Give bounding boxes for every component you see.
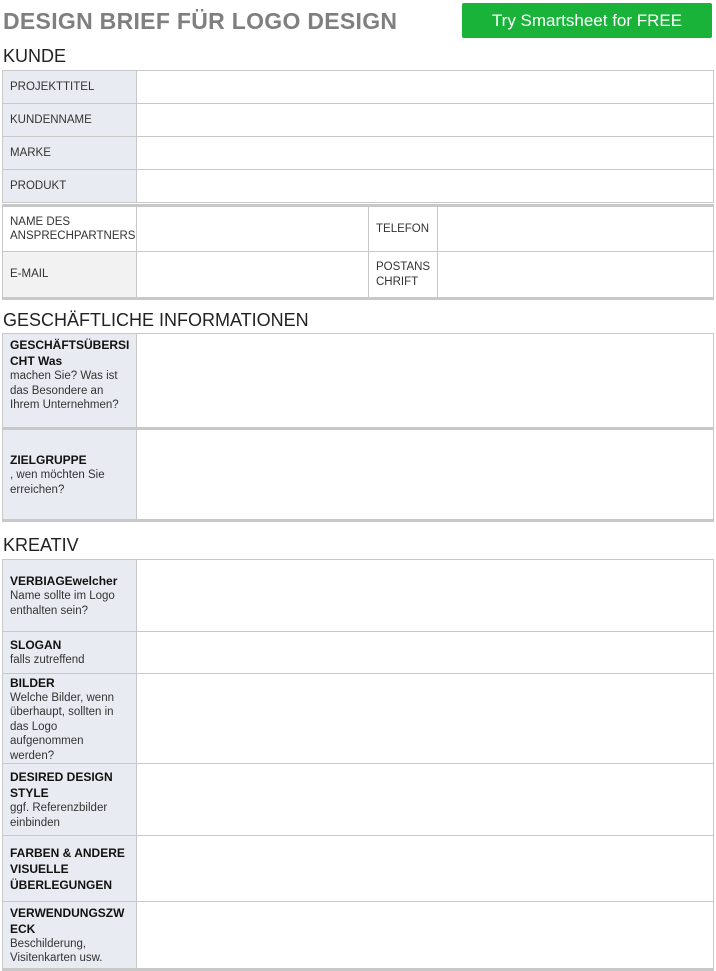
label-title: DESIRED DESIGN STYLE	[10, 770, 113, 800]
phone-input[interactable]	[445, 221, 706, 235]
email-input[interactable]	[144, 267, 361, 281]
label-description: ggf. Referenzbilder einbinden	[10, 802, 108, 829]
creative-table	[2, 559, 714, 971]
label-title: GESCHÄFTSÜBERSI CHT Was	[10, 338, 130, 368]
target-group-field[interactable]	[137, 429, 714, 521]
slogan-label	[3, 632, 137, 674]
images-input[interactable]	[144, 698, 706, 734]
table-row	[3, 170, 714, 203]
client-name-field[interactable]	[137, 104, 714, 137]
business-overview-field[interactable]	[137, 334, 714, 429]
slogan-input[interactable]	[144, 632, 706, 668]
client-name-input[interactable]	[144, 112, 706, 126]
address-input[interactable]	[445, 267, 706, 281]
label-title: VERWENDUNGSZW ECK	[10, 905, 125, 936]
usage-purpose-label	[3, 902, 137, 970]
project-title-field[interactable]	[137, 71, 714, 104]
business-table	[2, 333, 714, 522]
usage-purpose-input[interactable]	[144, 915, 706, 951]
section-heading-kunde: KUNDE	[3, 46, 67, 66]
brand-input[interactable]	[144, 145, 706, 159]
colors-label	[3, 836, 137, 902]
field-label: MARKE	[3, 137, 137, 170]
table-row	[3, 902, 714, 970]
product-input[interactable]	[144, 178, 706, 192]
product-field[interactable]	[137, 170, 714, 203]
target-group-label	[3, 429, 137, 521]
colors-input[interactable]	[144, 848, 706, 884]
contact-name-label: NAME DES ANSPRECHPARTNERS	[3, 206, 137, 252]
label-title: ZIELGRUPPE	[10, 453, 87, 467]
table-row	[3, 632, 714, 674]
field-label: PROJEKTTITEL	[3, 71, 137, 104]
table-row	[3, 206, 714, 252]
label-description: , wen möchten Sie erreichen?	[10, 469, 105, 496]
design-style-input[interactable]	[144, 779, 706, 815]
verbiage-label	[3, 560, 137, 632]
table-row	[3, 71, 714, 104]
table-row	[3, 560, 714, 632]
table-row	[3, 673, 714, 764]
brand-field[interactable]	[137, 137, 714, 170]
verbiage-input[interactable]	[144, 575, 706, 611]
contact-name-input[interactable]	[144, 221, 361, 235]
address-label: POSTANS CHRIFT	[369, 252, 438, 299]
phone-field[interactable]	[438, 206, 714, 252]
colors-field[interactable]	[137, 836, 714, 902]
verbiage-field[interactable]	[137, 560, 714, 632]
slogan-field[interactable]	[137, 632, 714, 674]
field-label: PRODUKT	[3, 170, 137, 203]
project-title-input[interactable]	[144, 79, 706, 93]
email-field[interactable]	[137, 252, 369, 299]
table-row	[3, 137, 714, 170]
label-description: falls zutreffend	[10, 654, 85, 666]
field-label: KUNDENNAME	[3, 104, 137, 137]
label-description: Name sollte im Logo enthalten sein?	[10, 590, 115, 617]
address-field[interactable]	[438, 252, 714, 299]
section-heading-creative: KREATIV	[3, 535, 79, 555]
client-table	[2, 70, 714, 203]
label-title: FARBEN & ANDERE VISUELLE ÜBERLEGUNGEN	[10, 845, 125, 892]
contact-table	[2, 204, 714, 300]
design-style-field[interactable]	[137, 764, 714, 836]
email-label: E-MAIL	[3, 252, 137, 299]
label-description: machen Sie? Was ist das Besondere an Ihrem Unternehmen?	[10, 370, 119, 411]
images-field[interactable]	[137, 673, 714, 764]
try-smartsheet-button[interactable]: Try Smartsheet for FREE	[462, 3, 712, 38]
section-heading-business: GESCHÄFTLICHE INFORMATIONEN	[3, 310, 309, 330]
business-overview-label	[3, 334, 137, 429]
table-row	[3, 429, 714, 521]
page-title: DESIGN BRIEF FÜR LOGO DESIGN	[3, 8, 398, 34]
table-row	[3, 836, 714, 902]
label-description: Beschilderung, Visitenkarten usw.	[10, 937, 103, 964]
label-title: VERBIAGEwelcher	[10, 574, 118, 588]
table-row	[3, 334, 714, 429]
usage-purpose-field[interactable]	[137, 902, 714, 970]
target-group-input[interactable]	[144, 454, 706, 490]
table-row	[3, 764, 714, 836]
contact-name-field[interactable]	[137, 206, 369, 252]
label-title: BILDER	[10, 675, 55, 690]
label-description: Welche Bilder, wenn überhaupt, sollten in das Logo aufgenommen werden?	[10, 691, 114, 762]
images-label	[3, 673, 137, 764]
business-overview-input[interactable]	[144, 360, 706, 396]
table-row	[3, 104, 714, 137]
label-title: SLOGAN	[10, 638, 62, 652]
table-row	[3, 252, 714, 299]
design-style-label	[3, 764, 137, 836]
phone-label: TELEFON	[369, 206, 438, 252]
